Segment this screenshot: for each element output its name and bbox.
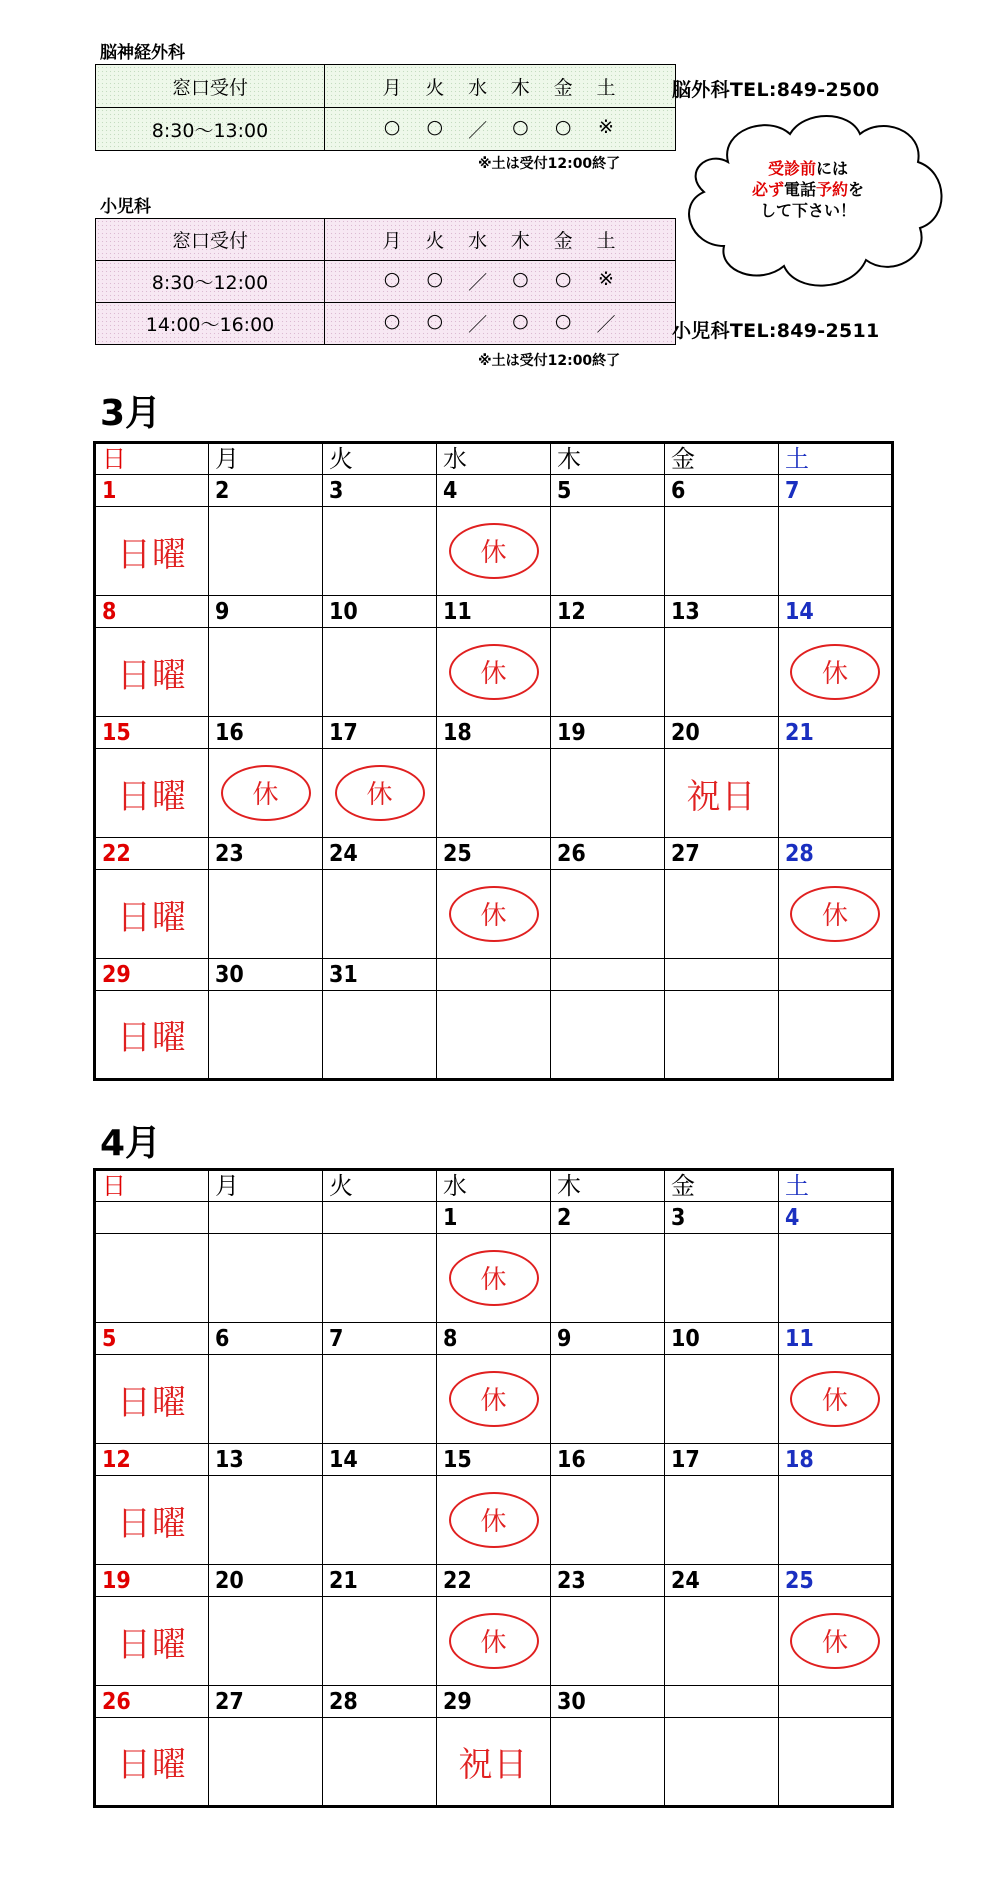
day-cell <box>209 1234 323 1323</box>
peds-mark: ○ <box>512 268 529 290</box>
day-cell <box>665 507 779 596</box>
day-cell <box>95 1234 209 1323</box>
date-number: 10 <box>665 1323 779 1355</box>
closed-mark: 休 <box>449 523 539 579</box>
date-number: 5 <box>95 1323 209 1355</box>
callout-text-3: を <box>848 180 865 199</box>
peds-mark: ○ <box>426 268 444 290</box>
sunday-label: 日曜 <box>117 776 187 817</box>
date-number: 9 <box>551 1323 665 1355</box>
date-number: 30 <box>551 1686 665 1718</box>
day-cell <box>437 507 551 596</box>
date-number: 7 <box>323 1323 437 1355</box>
date-number: 14 <box>323 1444 437 1476</box>
date-number: 20 <box>209 1565 323 1597</box>
neuro-header-label: 窓口受付 <box>96 65 325 108</box>
neuro-day: 土 <box>596 76 616 99</box>
weekday-label: 土 <box>779 1170 893 1202</box>
day-cell <box>779 870 893 959</box>
day-cell <box>665 1234 779 1323</box>
date-number: 28 <box>323 1686 437 1718</box>
sunday-label: 日曜 <box>117 1382 187 1423</box>
peds-hours-row-am <box>96 261 676 303</box>
neuro-day: 金 <box>553 76 573 99</box>
day-cell <box>323 991 437 1080</box>
callout-red-3: 予約 <box>816 180 849 199</box>
date-row <box>95 1565 893 1597</box>
date-number: 2 <box>551 1202 665 1234</box>
date-number: 19 <box>95 1565 209 1597</box>
date-number: 26 <box>95 1686 209 1718</box>
day-cell <box>779 991 893 1080</box>
date-number: 18 <box>437 717 551 749</box>
day-cell <box>779 1476 893 1565</box>
day-cell <box>323 1597 437 1686</box>
peds-time-pm: 14:00～16:00 <box>96 303 325 345</box>
date-number: 6 <box>665 475 779 507</box>
date-number: 25 <box>437 838 551 870</box>
day-cell <box>95 1355 209 1444</box>
day-cell <box>437 1476 551 1565</box>
neuro-mark: ○ <box>383 115 401 138</box>
weekday-label: 月 <box>209 443 323 475</box>
day-cell <box>779 1355 893 1444</box>
date-number: 29 <box>437 1686 551 1718</box>
date-number: 21 <box>323 1565 437 1597</box>
day-cell <box>209 870 323 959</box>
date-number: 15 <box>95 717 209 749</box>
date-number: 4 <box>437 475 551 507</box>
closed-mark: 休 <box>790 886 880 942</box>
date-number: 8 <box>95 596 209 628</box>
neuro-mark: ／ <box>468 119 488 142</box>
month-title-march: 3月 <box>100 393 162 434</box>
sunday-label: 日曜 <box>117 1624 187 1665</box>
neuro-mark: ○ <box>426 115 444 138</box>
peds-note: ※土は受付12:00終了 <box>478 353 621 369</box>
neuro-time: 8:30～13:00 <box>96 108 325 151</box>
day-cell <box>665 1355 779 1444</box>
day-cell <box>437 1718 551 1807</box>
neuro-mark: ○ <box>512 115 529 138</box>
date-row <box>95 1323 893 1355</box>
day-cell <box>779 628 893 717</box>
date-row <box>95 1444 893 1476</box>
date-number: 23 <box>209 838 323 870</box>
holiday-label: 祝日 <box>458 1745 529 1785</box>
peds-title: 小児科 <box>100 197 151 217</box>
sunday-label: 日曜 <box>117 1745 187 1785</box>
day-cell <box>209 1355 323 1444</box>
day-cell <box>437 870 551 959</box>
peds-mark: ※ <box>598 268 614 290</box>
date-number: 13 <box>209 1444 323 1476</box>
date-number: 5 <box>551 475 665 507</box>
peds-marks-pm <box>325 303 676 345</box>
closed-mark: 休 <box>790 1371 880 1427</box>
weekday-label: 水 <box>437 443 551 475</box>
date-number: 3 <box>323 475 437 507</box>
day-cell <box>323 1234 437 1323</box>
date-number: 19 <box>551 717 665 749</box>
day-cell <box>209 507 323 596</box>
weekday-label: 火 <box>323 443 437 475</box>
date-number: 6 <box>209 1323 323 1355</box>
date-number <box>779 959 893 991</box>
date-number: 29 <box>95 959 209 991</box>
peds-mark: ／ <box>468 272 488 294</box>
date-number: 8 <box>437 1323 551 1355</box>
day-cell <box>551 991 665 1080</box>
date-number: 14 <box>779 596 893 628</box>
date-number: 25 <box>779 1565 893 1597</box>
neuro-day: 火 <box>425 76 445 99</box>
day-cell <box>323 1355 437 1444</box>
date-row <box>95 1686 893 1718</box>
date-number <box>665 959 779 991</box>
peds-mark: ／ <box>596 314 616 336</box>
day-cell <box>209 1718 323 1807</box>
day-cell <box>209 1476 323 1565</box>
neuro-day: 木 <box>510 76 530 99</box>
day-cell <box>209 749 323 838</box>
date-number: 15 <box>437 1444 551 1476</box>
neuro-tel: 脳外科TEL:849-2500 <box>672 79 880 101</box>
date-row <box>95 717 893 749</box>
weekday-row <box>95 443 893 475</box>
date-number: 28 <box>779 838 893 870</box>
day-cell <box>323 507 437 596</box>
date-number: 1 <box>437 1202 551 1234</box>
weekday-label: 木 <box>551 1170 665 1202</box>
sunday-label: 日曜 <box>117 534 187 575</box>
calendar-april <box>93 1168 894 1808</box>
closed-mark: 休 <box>449 1371 539 1427</box>
date-number <box>665 1686 779 1718</box>
date-number: 20 <box>665 717 779 749</box>
neuro-note: ※土は受付12:00終了 <box>478 156 621 172</box>
peds-header-row <box>96 219 676 261</box>
day-cell <box>551 870 665 959</box>
day-cell <box>665 1718 779 1807</box>
peds-hours-table <box>95 218 676 345</box>
date-number: 12 <box>95 1444 209 1476</box>
peds-marks-am <box>325 261 676 303</box>
date-number: 21 <box>779 717 893 749</box>
date-number: 4 <box>779 1202 893 1234</box>
day-cell <box>209 628 323 717</box>
date-number: 13 <box>665 596 779 628</box>
date-row <box>95 475 893 507</box>
date-number <box>551 959 665 991</box>
callout-text-4: して下さい！ <box>759 201 856 220</box>
peds-day: 火 <box>425 230 445 252</box>
peds-day: 金 <box>553 230 573 252</box>
date-number: 24 <box>323 838 437 870</box>
day-cell <box>665 1476 779 1565</box>
closed-mark: 休 <box>335 765 425 821</box>
day-cell <box>779 1718 893 1807</box>
peds-tel: 小児科TEL:849-2511 <box>672 320 880 342</box>
day-cell <box>323 749 437 838</box>
day-cell <box>551 1234 665 1323</box>
date-number: 12 <box>551 596 665 628</box>
callout-red-2: 必ず <box>751 180 784 199</box>
neuro-hours-row <box>96 108 676 151</box>
date-number: 27 <box>665 838 779 870</box>
day-cell <box>323 870 437 959</box>
day-cell <box>665 628 779 717</box>
neuro-header-days <box>325 65 676 108</box>
date-number <box>779 1686 893 1718</box>
day-cell <box>551 628 665 717</box>
date-number: 16 <box>209 717 323 749</box>
callout-text <box>668 158 948 221</box>
day-cell <box>323 1718 437 1807</box>
day-cell <box>95 628 209 717</box>
day-cell <box>209 1597 323 1686</box>
date-row <box>95 959 893 991</box>
peds-mark: ／ <box>468 314 488 336</box>
day-cell <box>779 507 893 596</box>
weekday-label: 金 <box>665 443 779 475</box>
neuro-header-row <box>96 65 676 108</box>
reservation-callout <box>668 100 948 300</box>
date-number: 17 <box>665 1444 779 1476</box>
date-number: 24 <box>665 1565 779 1597</box>
date-number: 9 <box>209 596 323 628</box>
month-title-april: 4月 <box>100 1123 162 1164</box>
peds-mark: ○ <box>426 310 444 332</box>
peds-day: 月 <box>382 230 402 252</box>
date-number: 11 <box>779 1323 893 1355</box>
neuro-mark: ※ <box>598 115 614 138</box>
day-cell <box>665 870 779 959</box>
weekday-label: 木 <box>551 443 665 475</box>
callout-text-2: 電話 <box>783 180 816 199</box>
day-cell <box>551 1476 665 1565</box>
closed-mark: 休 <box>449 1250 539 1306</box>
date-number: 17 <box>323 717 437 749</box>
weekday-label: 日 <box>95 443 209 475</box>
neuro-title: 脳神経外科 <box>100 43 185 63</box>
date-number: 3 <box>665 1202 779 1234</box>
day-cell <box>437 1355 551 1444</box>
sunday-label: 日曜 <box>117 897 187 938</box>
peds-time-am: 8:30～12:00 <box>96 261 325 303</box>
date-number: 23 <box>551 1565 665 1597</box>
sunday-label: 日曜 <box>117 655 187 696</box>
date-number <box>95 1202 209 1234</box>
closed-mark: 休 <box>449 886 539 942</box>
day-cell <box>95 749 209 838</box>
weekday-label: 水 <box>437 1170 551 1202</box>
neuro-mark: ○ <box>554 115 572 138</box>
day-cell <box>551 749 665 838</box>
day-cell <box>95 1597 209 1686</box>
callout-red-1: 受診前 <box>767 159 816 178</box>
day-body-row <box>95 1718 893 1807</box>
closed-mark: 休 <box>449 1492 539 1548</box>
neuro-marks <box>325 108 676 151</box>
date-number <box>323 1202 437 1234</box>
day-cell <box>665 1597 779 1686</box>
closed-mark: 休 <box>790 644 880 700</box>
neuro-day: 月 <box>382 76 402 99</box>
day-cell <box>779 1234 893 1323</box>
day-cell <box>95 1718 209 1807</box>
peds-day: 土 <box>596 230 616 252</box>
weekday-label: 月 <box>209 1170 323 1202</box>
day-body-row <box>95 1476 893 1565</box>
neuro-hours-table <box>95 64 676 151</box>
date-number: 31 <box>323 959 437 991</box>
day-body-row <box>95 991 893 1080</box>
sunday-label: 日曜 <box>117 1018 187 1058</box>
date-number: 16 <box>551 1444 665 1476</box>
day-cell <box>209 991 323 1080</box>
date-row <box>95 596 893 628</box>
weekday-label: 土 <box>779 443 893 475</box>
date-number: 7 <box>779 475 893 507</box>
closed-mark: 休 <box>790 1613 880 1669</box>
day-cell <box>665 749 779 838</box>
day-body-row <box>95 1597 893 1686</box>
day-cell <box>551 1355 665 1444</box>
peds-mark: ○ <box>383 268 401 290</box>
day-cell <box>551 1718 665 1807</box>
day-cell <box>551 507 665 596</box>
date-number: 10 <box>323 596 437 628</box>
peds-mark: ○ <box>512 310 529 332</box>
peds-mark: ○ <box>554 268 572 290</box>
date-row <box>95 838 893 870</box>
day-cell <box>437 628 551 717</box>
day-cell <box>95 1476 209 1565</box>
date-number: 22 <box>95 838 209 870</box>
peds-mark: ○ <box>554 310 572 332</box>
neuro-day: 水 <box>468 76 488 99</box>
holiday-label: 祝日 <box>686 776 757 817</box>
peds-mark: ○ <box>383 310 401 332</box>
date-number: 1 <box>95 475 209 507</box>
date-number: 27 <box>209 1686 323 1718</box>
day-body-row <box>95 507 893 596</box>
closed-mark: 休 <box>449 1613 539 1669</box>
date-number: 26 <box>551 838 665 870</box>
day-body-row <box>95 1234 893 1323</box>
sunday-label: 日曜 <box>117 1503 187 1544</box>
day-cell <box>437 1234 551 1323</box>
day-cell <box>437 991 551 1080</box>
day-body-row <box>95 1355 893 1444</box>
day-cell <box>665 991 779 1080</box>
day-body-row <box>95 749 893 838</box>
day-cell <box>95 991 209 1080</box>
closed-mark: 休 <box>221 765 311 821</box>
date-number <box>209 1202 323 1234</box>
peds-hours-row-pm <box>96 303 676 345</box>
date-number: 2 <box>209 475 323 507</box>
day-cell <box>95 507 209 596</box>
day-body-row <box>95 870 893 959</box>
date-number <box>437 959 551 991</box>
date-number: 11 <box>437 596 551 628</box>
peds-day: 木 <box>510 230 530 252</box>
day-cell <box>437 749 551 838</box>
weekday-label: 金 <box>665 1170 779 1202</box>
day-body-row <box>95 628 893 717</box>
date-number: 22 <box>437 1565 551 1597</box>
date-number: 18 <box>779 1444 893 1476</box>
day-cell <box>779 1597 893 1686</box>
closed-mark: 休 <box>449 644 539 700</box>
calendar-march <box>93 441 894 1081</box>
date-row <box>95 1202 893 1234</box>
date-number: 30 <box>209 959 323 991</box>
day-cell <box>95 870 209 959</box>
day-cell <box>779 749 893 838</box>
callout-text-1: には <box>816 159 849 178</box>
weekday-row <box>95 1170 893 1202</box>
peds-day: 水 <box>468 230 488 252</box>
day-cell <box>437 1597 551 1686</box>
day-cell <box>323 628 437 717</box>
day-cell <box>323 1476 437 1565</box>
weekday-label: 日 <box>95 1170 209 1202</box>
peds-header-days <box>325 219 676 261</box>
day-cell <box>551 1597 665 1686</box>
peds-header-label: 窓口受付 <box>96 219 325 261</box>
weekday-label: 火 <box>323 1170 437 1202</box>
